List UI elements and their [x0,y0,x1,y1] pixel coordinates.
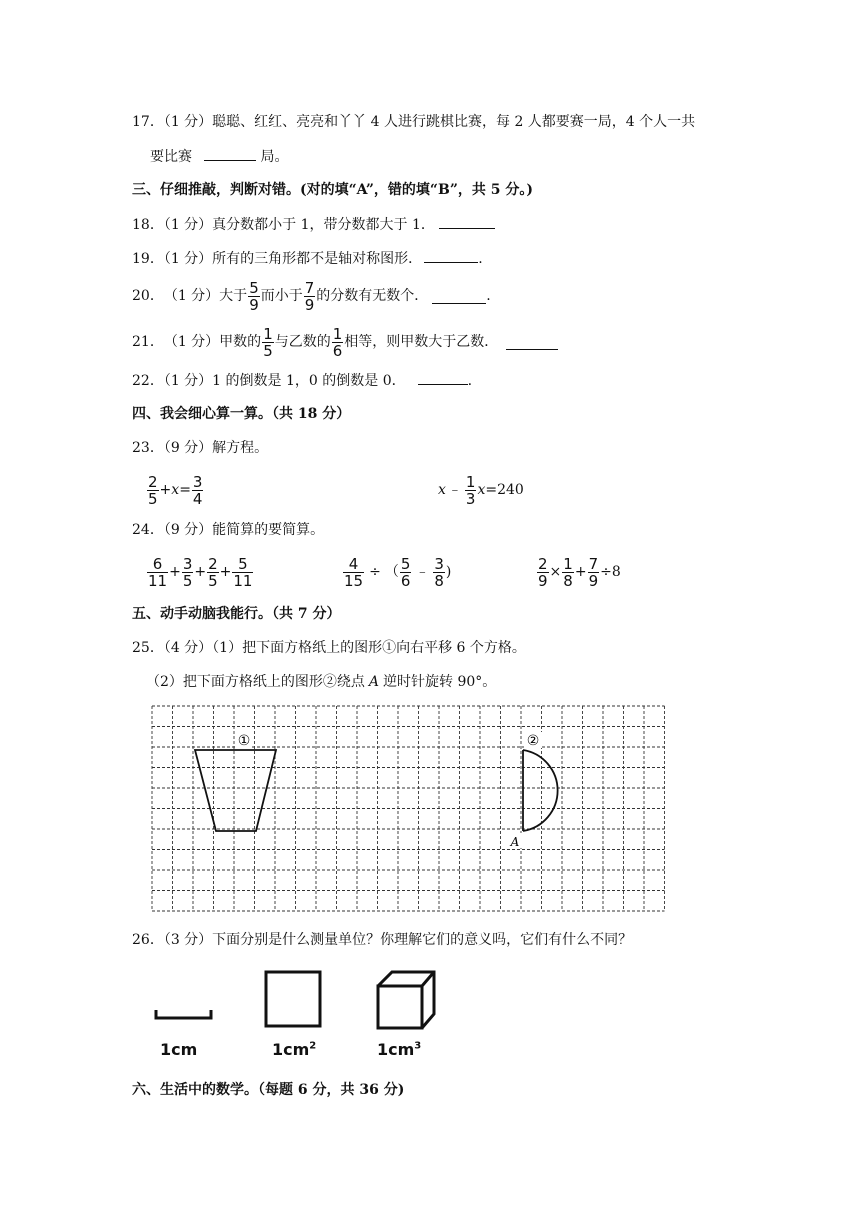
question-number: 19． [132,251,164,267]
unit-text: 1cm [377,1040,415,1059]
question-18 [132,214,495,235]
numerator: 2 [148,472,158,491]
operator: ﹣ [415,564,430,580]
equation-rhs: =240 [485,482,524,498]
section-heading-6: 六、生活中的数学。（每题 6 分，共 36 分) [132,1082,405,1098]
question-number: 24． [132,522,164,538]
fraction [147,556,168,589]
question-text: （1 分）聪聪、红红、亮亮和丫丫 4 人进行跳棋比赛，每 2 人都要赛一局，4 个人一共 [163,114,696,130]
fraction [207,556,219,589]
question-22 [132,370,472,391]
trapezoid-shape-1[interactable] [195,750,276,831]
question-text: 局。 [260,149,289,165]
denominator: 5 [182,571,193,590]
question-21 [132,322,558,362]
numerator: 5 [249,278,259,297]
fraction [182,556,194,589]
question-text: （1 分）甲数的 [163,334,262,350]
equation-1 [146,470,204,510]
expression-3 [536,552,621,592]
fraction [304,280,316,313]
numerator: 1 [332,324,343,343]
numerator: 5 [232,556,253,573]
denominator: 8 [434,571,444,590]
denominator: 9 [588,571,599,590]
question-number: 25． [132,640,164,656]
fraction [400,556,412,589]
question-text: （9 分）解方程。 [163,440,269,456]
fraction [433,556,445,589]
section-heading-5: 五、动手动脑我能行。（共 7 分） [132,606,341,622]
question-text: （3 分）下面分别是什么测量单位？你理解它们的意义吗，它们有什么不同？ [163,932,633,948]
fraction [562,556,574,589]
question-number: 18． [132,217,164,233]
denominator: 11 [233,571,253,590]
variable: x [438,482,446,498]
numerator: 5 [400,554,411,573]
question-text: （2）把下面方格纸上的图形②绕点 [146,674,365,690]
operator: + [169,564,181,580]
punctuation: . [478,251,483,267]
denominator: 8 [563,571,573,590]
unit-label-cm2 [272,1040,316,1059]
unit-exponent: 3 [414,1040,422,1052]
denominator: 5 [263,341,273,360]
denominator: 9 [538,571,548,590]
question-text: 而小于 [260,288,303,304]
fraction [248,280,260,313]
grid-paper [150,704,670,916]
unit-text: 1cm [272,1040,310,1059]
denominator: 11 [148,571,168,590]
question-number: 26． [132,932,164,948]
section-heading-4: 四、我会细心算一算。（共 18 分） [132,406,351,422]
denominator: 9 [249,295,259,314]
operator: ÷ [600,564,612,580]
question-text: 与乙数的 [274,334,331,350]
operator: + [219,564,232,580]
punctuation: . [486,288,491,304]
question-text: （9 分）能简算的要简算。 [163,522,325,538]
answer-blank[interactable] [204,146,256,161]
operator: = [179,482,191,498]
shape-1-label: ① [237,733,251,749]
expression-1 [146,552,254,592]
question-text: （1 分）真分数都小于 1，带分数都大于 1． [163,217,435,233]
variable: x [477,482,486,498]
fraction [588,556,600,589]
number: 8 [611,564,621,580]
question-25-line2 [146,672,496,692]
numerator: 7 [588,554,599,573]
parenthesis: ) [445,564,452,580]
numerator: 3 [192,472,203,491]
question-text: （1 分）大于 [163,288,248,304]
question-17 [132,112,695,132]
fraction [147,474,159,507]
question-text: （1 分）所有的三角形都不是轴对称图形． [163,251,423,267]
question-text: 要比赛 [150,149,192,165]
question-23 [132,438,268,458]
answer-blank[interactable] [439,214,495,229]
question-26 [132,930,632,950]
answer-blank[interactable] [424,248,478,263]
operator: ﹣ [447,482,462,498]
numerator: 4 [343,556,364,573]
numerator: 1 [263,324,273,343]
fraction [232,556,253,589]
question-text: 相等，则甲数大于乙数． [344,334,499,350]
question-text: 逆时针旋转 90°。 [383,674,497,690]
variable: x [171,482,180,498]
shape-2-label: ② [526,733,540,749]
expression-2 [342,552,451,592]
denominator: 15 [344,571,364,590]
question-text: （4 分）（1）把下面方格纸上的图形①向右平移 6 个方格。 [163,640,526,656]
question-text: （1 分）1 的倒数是 1，0 的倒数是 0． [163,373,406,389]
denominator: 6 [332,341,343,360]
question-number: 23． [132,440,164,456]
fraction [465,474,477,507]
denominator: 4 [192,489,203,508]
cube-icon [378,972,434,1028]
operator: × [549,564,562,580]
grid-lines [152,706,665,911]
question-number: 20． [132,288,164,304]
section-heading-3: 三、仔细推敲，判断对错。(对的填“A”，错的填“B”，共 5 分。) [132,182,533,198]
fraction [262,326,274,359]
semicircle-shape-2[interactable] [523,750,558,831]
numerator: 1 [465,472,476,491]
denominator: 9 [304,295,315,314]
equation-2 [438,470,524,510]
answer-blank[interactable] [432,289,486,304]
answer-blank[interactable] [418,370,468,385]
denominator: 6 [400,571,411,590]
fraction [537,556,549,589]
question-17-line2 [150,146,288,167]
answer-blank[interactable] [506,335,558,350]
numerator: 2 [208,554,218,573]
parenthesis: （ [384,564,399,580]
question-24 [132,520,324,540]
numerator: 3 [182,554,193,573]
operator: ÷ [369,564,381,580]
question-number: 21． [132,334,164,350]
fraction [343,556,364,589]
unit-exponent: 2 [309,1040,317,1052]
operator: + [574,564,587,580]
denominator: 3 [465,489,476,508]
question-19 [132,248,483,269]
unit-label-cm3 [377,1040,421,1059]
denominator: 5 [148,489,158,508]
punctuation: . [467,373,473,389]
numerator: 2 [538,554,548,573]
question-25 [132,638,526,658]
fraction [192,474,204,507]
operator: + [159,482,172,498]
denominator: 5 [208,571,218,590]
point-label: A [368,674,380,690]
length-segment-icon [156,1010,211,1018]
numerator: 3 [434,554,444,573]
unit-label-cm: 1cm [160,1040,198,1059]
square-icon [266,972,320,1026]
numerator: 6 [147,556,168,573]
numerator: 7 [304,278,315,297]
operator: + [194,564,207,580]
question-20 [132,276,491,316]
numerator: 1 [563,554,573,573]
question-text: 的分数有无数个． [316,288,429,304]
question-number: 22． [132,373,164,389]
question-number: 17． [132,114,164,130]
fraction [332,326,344,359]
point-a-label: A [510,835,520,849]
